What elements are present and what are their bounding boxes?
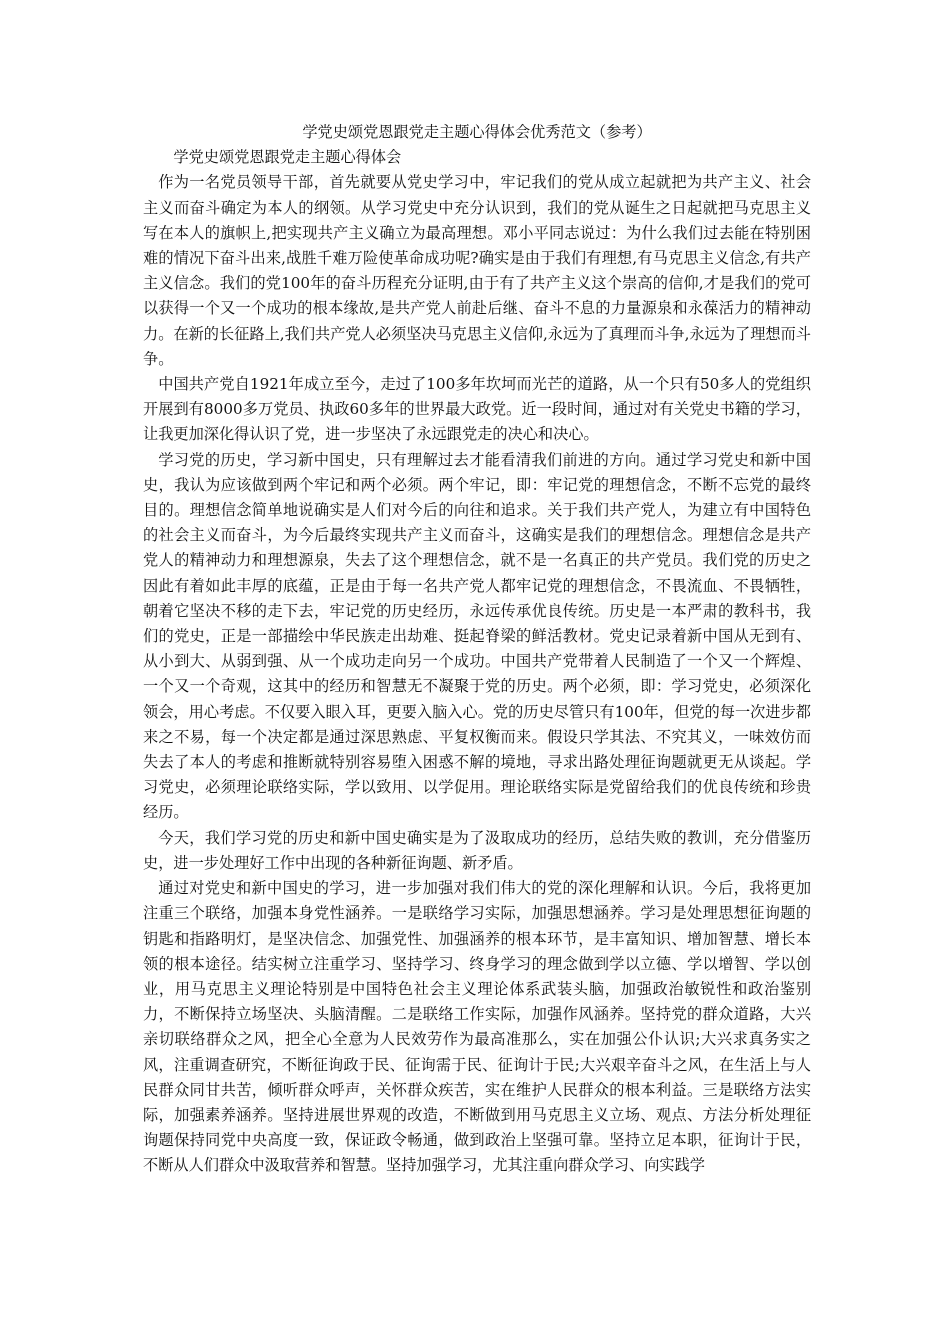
- paragraph-2: 中国共产党自1921年成立至今，走过了100多年坎坷而光芒的道路，从一个只有50多人的党组织开展到有8000多万党员、执政60多年的世界最大政党。近一段时间，通过对有关党史书籍的学习，让我更加深化得认识了党，进一步坚决了永远跟党走的决心和决心。: [143, 375, 811, 444]
- paragraph-1: 作为一名党员领导干部，首先就要从党史学习中，牢记我们的党从成立起就把为共产主义、社会主义而奋斗确定为本人的纲领。从学习党史中充分认识到，我们的党从诞生之日起就把马克思主义写在本人的旗帜上,把实现共产主义确立为最高理想。邓小平同志说过：为什么我们过去能在特别困难的情况下奋斗出来,战胜千难万险使革命成功呢?确实是由于我们有理想,有马克思主义信念,有共产主义信念。我们的党100年的奋斗历程充分证明,由于有了共产主义这个崇高的信仰,才是我们的党可以获得一个又一个成功的根本缘故,是共产党人前赴后继、奋斗不息的力量源泉和永葆活力的精神动力。在新的长征路上,我们共产党人必须坚决马克思主义信仰,永远为了真理而斗争,永远为了理想而斗争。: [143, 173, 811, 368]
- document-subtitle: 学党史颂党恩跟党走主题心得体会: [173, 148, 402, 167]
- paragraph-5: 通过对党史和新中国史的学习，进一步加强对我们伟大的党的深化理解和认识。今后，我将更加注重三个联络，加强本身党性涵养。一是联络学习实际，加强思想涵养。学习是处理思想征询题的钥匙和指路明灯，是坚决信念、加强党性、加强涵养的根本环节，是丰富知识、增加智慧、增长本领的根本途径。结实树立注重学习、坚持学习、终身学习的理念做到学以立德、学以增智、学以创业，用马克思主义理论特别是中国特色社会主义理论体系武装头脑，加强政治敏锐性和政治鉴别力，不断保持立场坚决、头脑清醒。二是联络工作实际，加强作风涵养。坚持党的群众道路，大兴亲切联络群众之风，把全心全意为人民效劳作为最高准那么，实在加强公仆认识;大兴求真务实之风，注重调查研究，不断征询政于民、征询需于民、征询计于民;大兴艰辛奋斗之风，在生活上与人民群众同甘共苦，倾听群众呼声，关怀群众疾苦，实在维护人民群众的根本利益。三是联络方法实际，加强素养涵养。坚持进展世界观的改造，不断做到用马克思主义立场、观点、方法分析处理征询题保持同党中央高度一致，保证政令畅通，做到政治上坚强可靠。坚持立足本职，征询计于民，不断从人们群众中汲取营养和智慧。坚持加强学习，尤其注重向群众学习、向实践学: [143, 879, 811, 1175]
- paragraph-3: 学习党的历史，学习新中国史，只有理解过去才能看清我们前进的方向。通过学习党史和新中国史，我认为应该做到两个牢记和两个必须。两个牢记，即：牢记党的理想信念，不断不忘党的最终目的。理想信念简单地说确实是人们对今后的向往和追求。关于我们共产党人，为建立有中国特色的社会主义而奋斗，为今后最终实现共产主义而奋斗，这确实是我们的理想信念。理想信念是共产党人的精神动力和理想源泉，失去了这个理想信念，就不是一名真正的共产党员。我们党的历史之因此有着如此丰厚的底蕴，正是由于每一名共产党人都牢记党的理想信念，不畏流血、不畏牺牲，朝着它坚决不移的走下去，牢记党的历史经历，永远传承优良传统。历史是一本严肃的教科书，我们的党史，正是一部描绘中华民族走出劫难、挺起脊梁的鲜活教材。党史记录着新中国从无到有、从小到大、从弱到强、从一个成功走向另一个成功。中国共产党带着人民制造了一个又一个辉煌、一个又一个奇观，这其中的经历和智慧无不凝聚于党的历史。两个必须，即：学习党史，必须深化领会，用心考虑。不仅要入眼入耳，更要入脑入心。党的历史尽管只有100年，但党的每一次进步都来之不易，每一个决定都是通过深思熟虑、平复权衡而来。假设只学其法、不究其义，一味效仿而失去了本人的考虑和推断就特别容易堕入困惑不解的境地，寻求出路处理征询题就更无从谈起。学习党史，必须理论联络实际，学以致用、以学促用。理论联络实际是党留给我们的优良传统和珍贵经历。: [143, 450, 811, 822]
- document-title: 学党史颂党恩跟党走主题心得体会优秀范文（参考）: [302, 123, 652, 141]
- paragraph-4: 今天，我们学习党的历史和新中国史确实是为了汲取成功的经历，总结失败的教训，充分借鉴历史，进一步处理好工作中出现的各种新征询题、新矛盾。: [143, 828, 811, 872]
- document-page: [143, 120, 811, 1179]
